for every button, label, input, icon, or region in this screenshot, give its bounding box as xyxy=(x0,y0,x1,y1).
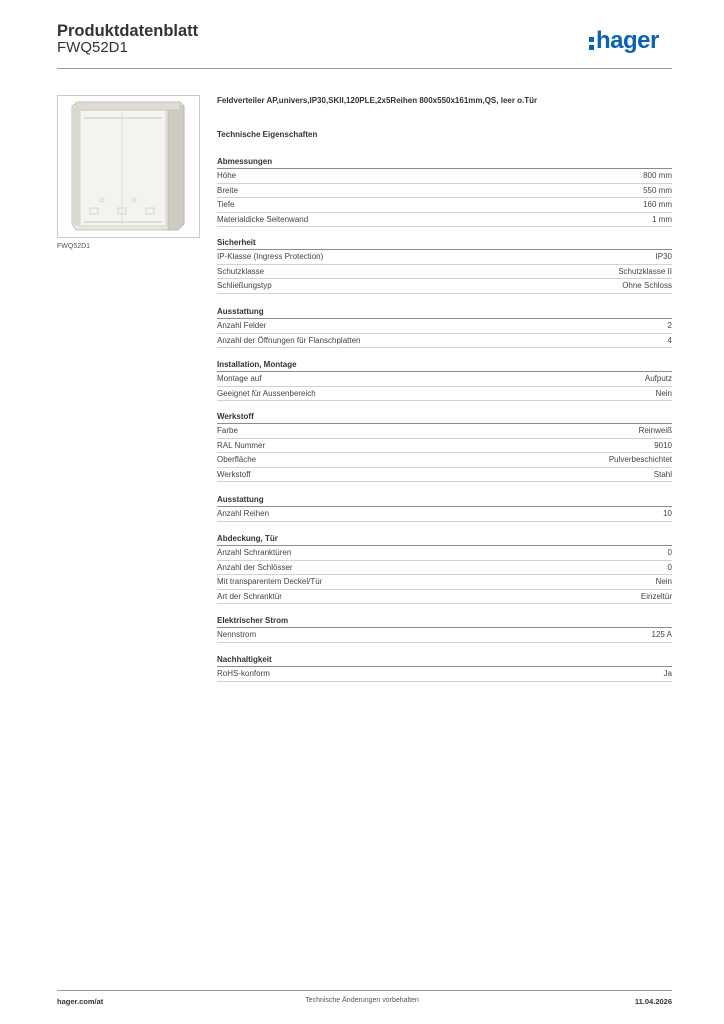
product-code: FWQ52D1 xyxy=(57,39,128,56)
group-title: Sicherheit xyxy=(217,237,672,250)
property-label: Breite xyxy=(217,185,238,195)
property-label: RAL Nummer xyxy=(217,440,266,450)
property-value: Nein xyxy=(655,388,672,398)
property-row xyxy=(217,198,672,213)
hager-logo[interactable] xyxy=(589,27,659,55)
property-label: Art der Schranktür xyxy=(217,591,282,601)
property-value: 1 mm xyxy=(652,214,672,224)
property-value: Ohne Schloss xyxy=(622,281,672,291)
property-row xyxy=(217,424,672,439)
property-label: Werkstoff xyxy=(217,469,251,479)
property-value: Aufputz xyxy=(644,374,672,383)
property-label: Mit transparentem Deckel/Tür xyxy=(217,577,323,587)
property-value: 125 A xyxy=(651,630,672,639)
property-label: RoHS-konform xyxy=(217,669,270,678)
logo-wordmark: hager xyxy=(596,27,659,54)
property-row xyxy=(217,561,672,576)
group-title: Abmessungen xyxy=(217,156,672,169)
header-divider xyxy=(57,68,672,69)
group-title: Ausstattung xyxy=(217,306,672,319)
property-row xyxy=(217,184,672,199)
footer-divider xyxy=(57,990,672,991)
property-row xyxy=(217,334,672,349)
footer-disclaimer: Technische Änderungen vorbehalten xyxy=(305,997,419,1004)
property-row xyxy=(217,439,672,454)
property-row xyxy=(217,213,672,228)
property-value: 800 mm xyxy=(643,171,672,180)
property-value: 2 xyxy=(667,321,672,330)
property-row xyxy=(217,453,672,468)
property-value: 10 xyxy=(663,509,672,518)
product-image xyxy=(57,95,200,238)
property-row xyxy=(217,546,672,561)
footer-date: 11.04.2026 xyxy=(634,997,672,1006)
property-value: IP30 xyxy=(655,252,672,261)
logo-dots-icon xyxy=(589,37,594,50)
group-title: Abdeckung, Tür xyxy=(217,533,672,546)
property-label: Anzahl Reihen xyxy=(217,509,270,518)
property-label: Materialdicke Seitenwand xyxy=(217,214,309,224)
property-row xyxy=(217,468,672,483)
technical-properties-heading: Technische Eigenschaften xyxy=(217,130,318,139)
property-value: 0 xyxy=(667,562,672,572)
property-label: Anzahl Felder xyxy=(217,321,267,330)
property-row xyxy=(217,265,672,280)
property-row xyxy=(217,628,672,643)
product-description: Feldverteiler AP,univers,IP30,SKII,120PLE,2x5Reihen 800x550x161mm,QS, leer o.Tür xyxy=(217,96,538,105)
property-row xyxy=(217,279,672,294)
property-value: 4 xyxy=(667,335,672,345)
property-value: 550 mm xyxy=(643,185,672,195)
group-title: Installation, Montage xyxy=(217,359,672,372)
property-label: Geeignet für Aussenbereich xyxy=(217,388,316,398)
property-value: Einzeltür xyxy=(640,591,672,601)
property-value: 0 xyxy=(667,548,672,557)
property-row xyxy=(217,575,672,590)
property-label: Anzahl der Öffnungen für Flanschplatten xyxy=(217,335,361,345)
property-value: Pulverbeschichtet xyxy=(608,455,672,465)
property-label: IP-Klasse (Ingress Protection) xyxy=(217,252,324,261)
cabinet-illustration xyxy=(58,96,199,237)
group-title: Werkstoff xyxy=(217,411,672,424)
property-label: Höhe xyxy=(217,171,237,180)
property-value: Schutzklasse II xyxy=(618,266,672,276)
property-label: Schließungstyp xyxy=(217,281,272,291)
property-row xyxy=(217,169,672,184)
property-value: 160 mm xyxy=(643,200,672,210)
property-value: Stahl xyxy=(653,469,672,479)
group-title: Ausstattung xyxy=(217,494,672,507)
property-row xyxy=(217,590,672,605)
group-title: Nachhaltigkeit xyxy=(217,654,672,667)
property-label: Farbe xyxy=(217,426,238,435)
property-label: Montage auf xyxy=(217,374,262,383)
page-title: Produktdatenblatt xyxy=(57,22,199,40)
property-label: Schutzklasse xyxy=(217,266,265,276)
property-row xyxy=(217,250,672,265)
group-title: Elektrischer Strom xyxy=(217,615,672,628)
property-row xyxy=(217,372,672,387)
property-label: Anzahl der Schlösser xyxy=(217,562,293,572)
property-value: Ja xyxy=(663,669,672,678)
property-label: Oberfläche xyxy=(217,455,257,465)
image-caption: FWQ52D1 xyxy=(57,243,91,250)
property-row xyxy=(217,667,672,682)
footer-website-link[interactable]: hager.com/at xyxy=(57,997,104,1006)
property-row xyxy=(217,507,672,522)
property-value: Reinweiß xyxy=(638,426,672,435)
property-value: Nein xyxy=(655,577,672,587)
property-label: Nennstrom xyxy=(217,630,257,639)
property-label: Tiefe xyxy=(217,200,235,210)
property-row xyxy=(217,319,672,334)
property-label: Anzahl Schranktüren xyxy=(217,548,292,557)
property-value: 9010 xyxy=(654,440,672,450)
property-row xyxy=(217,387,672,402)
